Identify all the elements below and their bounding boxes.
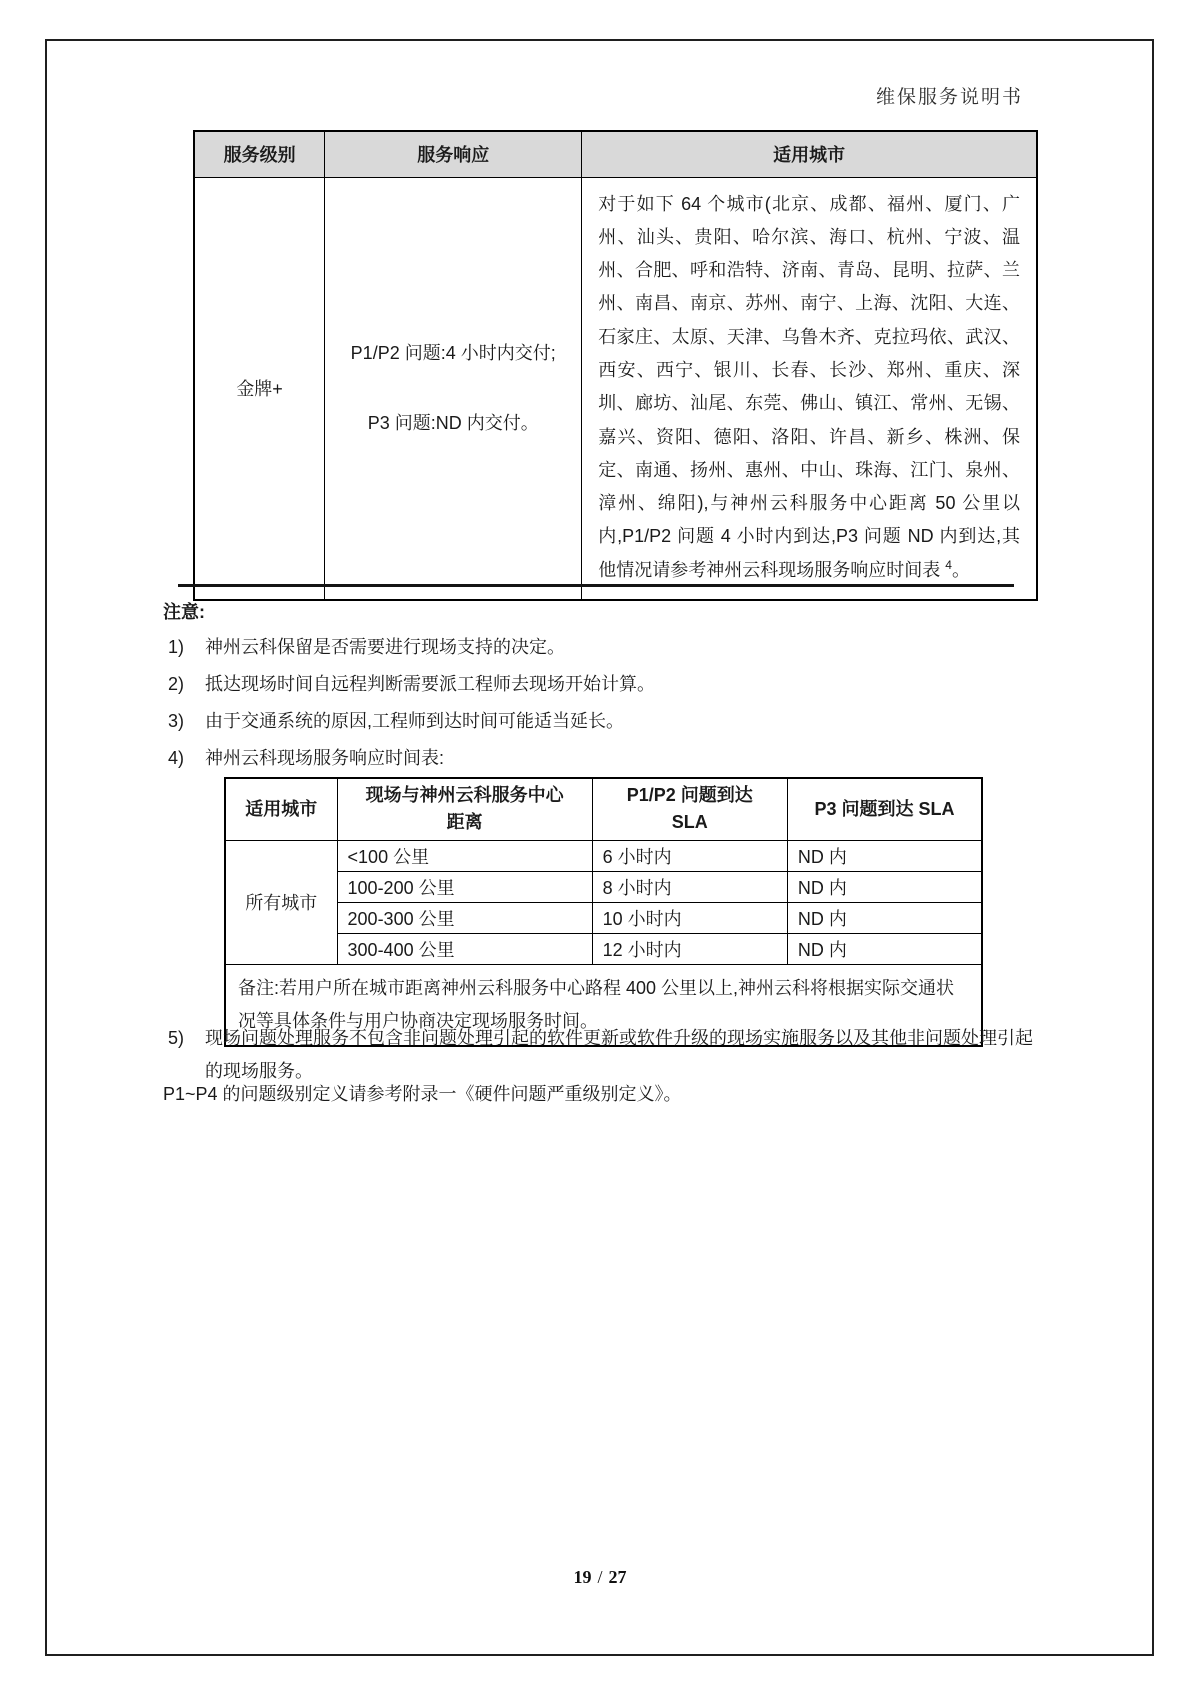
response-time-table (224, 777, 983, 1047)
t2-header-distance-line1: 现场与神州云科服务中心 (365, 785, 564, 806)
note-item-3 (168, 707, 624, 733)
page-number-separator: / (597, 1567, 603, 1587)
t2-row3-distance: 200-300 公里 (337, 902, 592, 933)
notes-title: 注意: (163, 602, 205, 622)
note-item-1 (168, 633, 565, 659)
t1-header-service-level: 服务级别 (194, 131, 325, 177)
page-number (0, 1567, 1200, 1588)
note-item-3-text: 由于交通系统的原因,工程师到达时间可能适当延长。 (205, 711, 624, 731)
note-item-2-number: 2) (168, 674, 185, 694)
footnote-ref-4: 4 (945, 557, 952, 572)
t2-row2-p12: 8 小时内 (592, 871, 787, 902)
t2-cell-all-cities: 所有城市 (225, 840, 337, 964)
t2-header-distance-line2: 距离 (446, 812, 483, 833)
p1p4-definition-line: P1~P4 的问题级别定义请参考附录一《硬件问题严重级别定义》。 (163, 1084, 682, 1104)
response-time-header-row (225, 778, 982, 840)
note-item-1-text: 神州云科保留是否需要进行现场支持的决定。 (205, 637, 565, 657)
note-item-5-number: 5) (168, 1028, 185, 1048)
t2-header-p12-sla (592, 778, 787, 840)
doc-header-title: 维保服务说明书 (875, 87, 1023, 108)
t2-row1-p3: ND 内 (787, 840, 982, 871)
note-item-2-text: 抵达现场时间自远程判断需要派工程师去现场开始计算。 (205, 674, 655, 694)
t1-cell-level: 金牌+ (194, 177, 325, 600)
t2-row2-distance: 100-200 公里 (337, 871, 592, 902)
t2-row4-distance: 300-400 公里 (337, 933, 592, 964)
t2-row3-p3: ND 内 (787, 902, 982, 933)
t2-row3-p12: 10 小时内 (592, 902, 787, 933)
t2-header-p12-line2: SLA (671, 812, 708, 833)
t2-row2-p3: ND 内 (787, 871, 982, 902)
service-level-header-row (194, 131, 1037, 177)
section-divider (178, 584, 1014, 587)
page-number-current: 19 (573, 1567, 592, 1587)
t2-header-p12-line1: P1/P2 问题到达 (626, 785, 753, 806)
t2-row4-p12: 12 小时内 (592, 933, 787, 964)
note-item-3-number: 3) (168, 711, 185, 731)
note-item-2 (168, 670, 655, 696)
service-level-data-row (194, 177, 1037, 600)
cities-paragraph: 对于如下 64 个城市(北京、成都、福州、厦门、广州、汕头、贵阳、哈尔滨、海口、杭州、宁波、温州、合肥、呼和浩特、济南、青岛、昆明、拉萨、兰州、南昌、南京、苏州、南宁、上海、沈阳、大连、石家庄、太原、天津、乌鲁木齐、克拉玛依、武汉、西安、西宁、银川、长春、长沙、郑州、重庆、深圳、廊坊、汕尾、东莞、佛山、镇江、常州、无锡、嘉兴、资阳、德阳、洛阳、许昌、新乡、株洲、保定、南通、扬州、惠州、中山、珠海、江门、泉州、漳州、绵阳),与神州云科服务中心距离 50 公里以内,P1/P2 问题 4 小时内到达,P3 问题 ND 内到达,其他情况请参考神州云科现场服务响应时间表 (598, 193, 1020, 580)
note-item-1-number: 1) (168, 637, 185, 657)
t1-header-service-response: 服务响应 (325, 131, 582, 177)
response-p3-text: P3 问题:ND 内交付。 (367, 413, 539, 434)
note-item-4-number: 4) (168, 748, 185, 768)
table-row (225, 871, 982, 902)
note-item-4-text: 神州云科现场服务响应时间表: (205, 748, 444, 768)
t2-header-distance (337, 778, 592, 840)
t2-row1-p12: 6 小时内 (592, 840, 787, 871)
service-level-table (193, 130, 1038, 601)
table-row (225, 840, 982, 871)
cities-paragraph-end: 。 (951, 559, 970, 580)
t2-remark-cell: 备注:若用户所在城市距离神州云科服务中心路程 400 公里以上,神州云科将根据实际交通状况等具体条件与用户协商决定现场服务时间。 (225, 964, 982, 1046)
t1-cell-response (325, 177, 582, 600)
page-number-total: 27 (608, 1567, 627, 1587)
note-item-5 (168, 1022, 1048, 1088)
note-item-4 (168, 744, 444, 770)
table-row (225, 902, 982, 933)
t2-header-p3-sla: P3 问题到达 SLA (787, 778, 982, 840)
table-row (225, 933, 982, 964)
response-p12-text: P1/P2 问题:4 小时内交付; (350, 342, 556, 363)
t2-header-city: 适用城市 (225, 778, 337, 840)
t1-header-applicable-cities: 适用城市 (582, 131, 1037, 177)
t2-row4-p3: ND 内 (787, 933, 982, 964)
t2-row1-distance: <100 公里 (337, 840, 592, 871)
note-item-5-text: 现场问题处理服务不包含非问题处理引起的软件更新或软件升级的现场实施服务以及其他非问题处理引起的现场服务。 (205, 1028, 1033, 1081)
t1-cell-cities (582, 177, 1037, 600)
